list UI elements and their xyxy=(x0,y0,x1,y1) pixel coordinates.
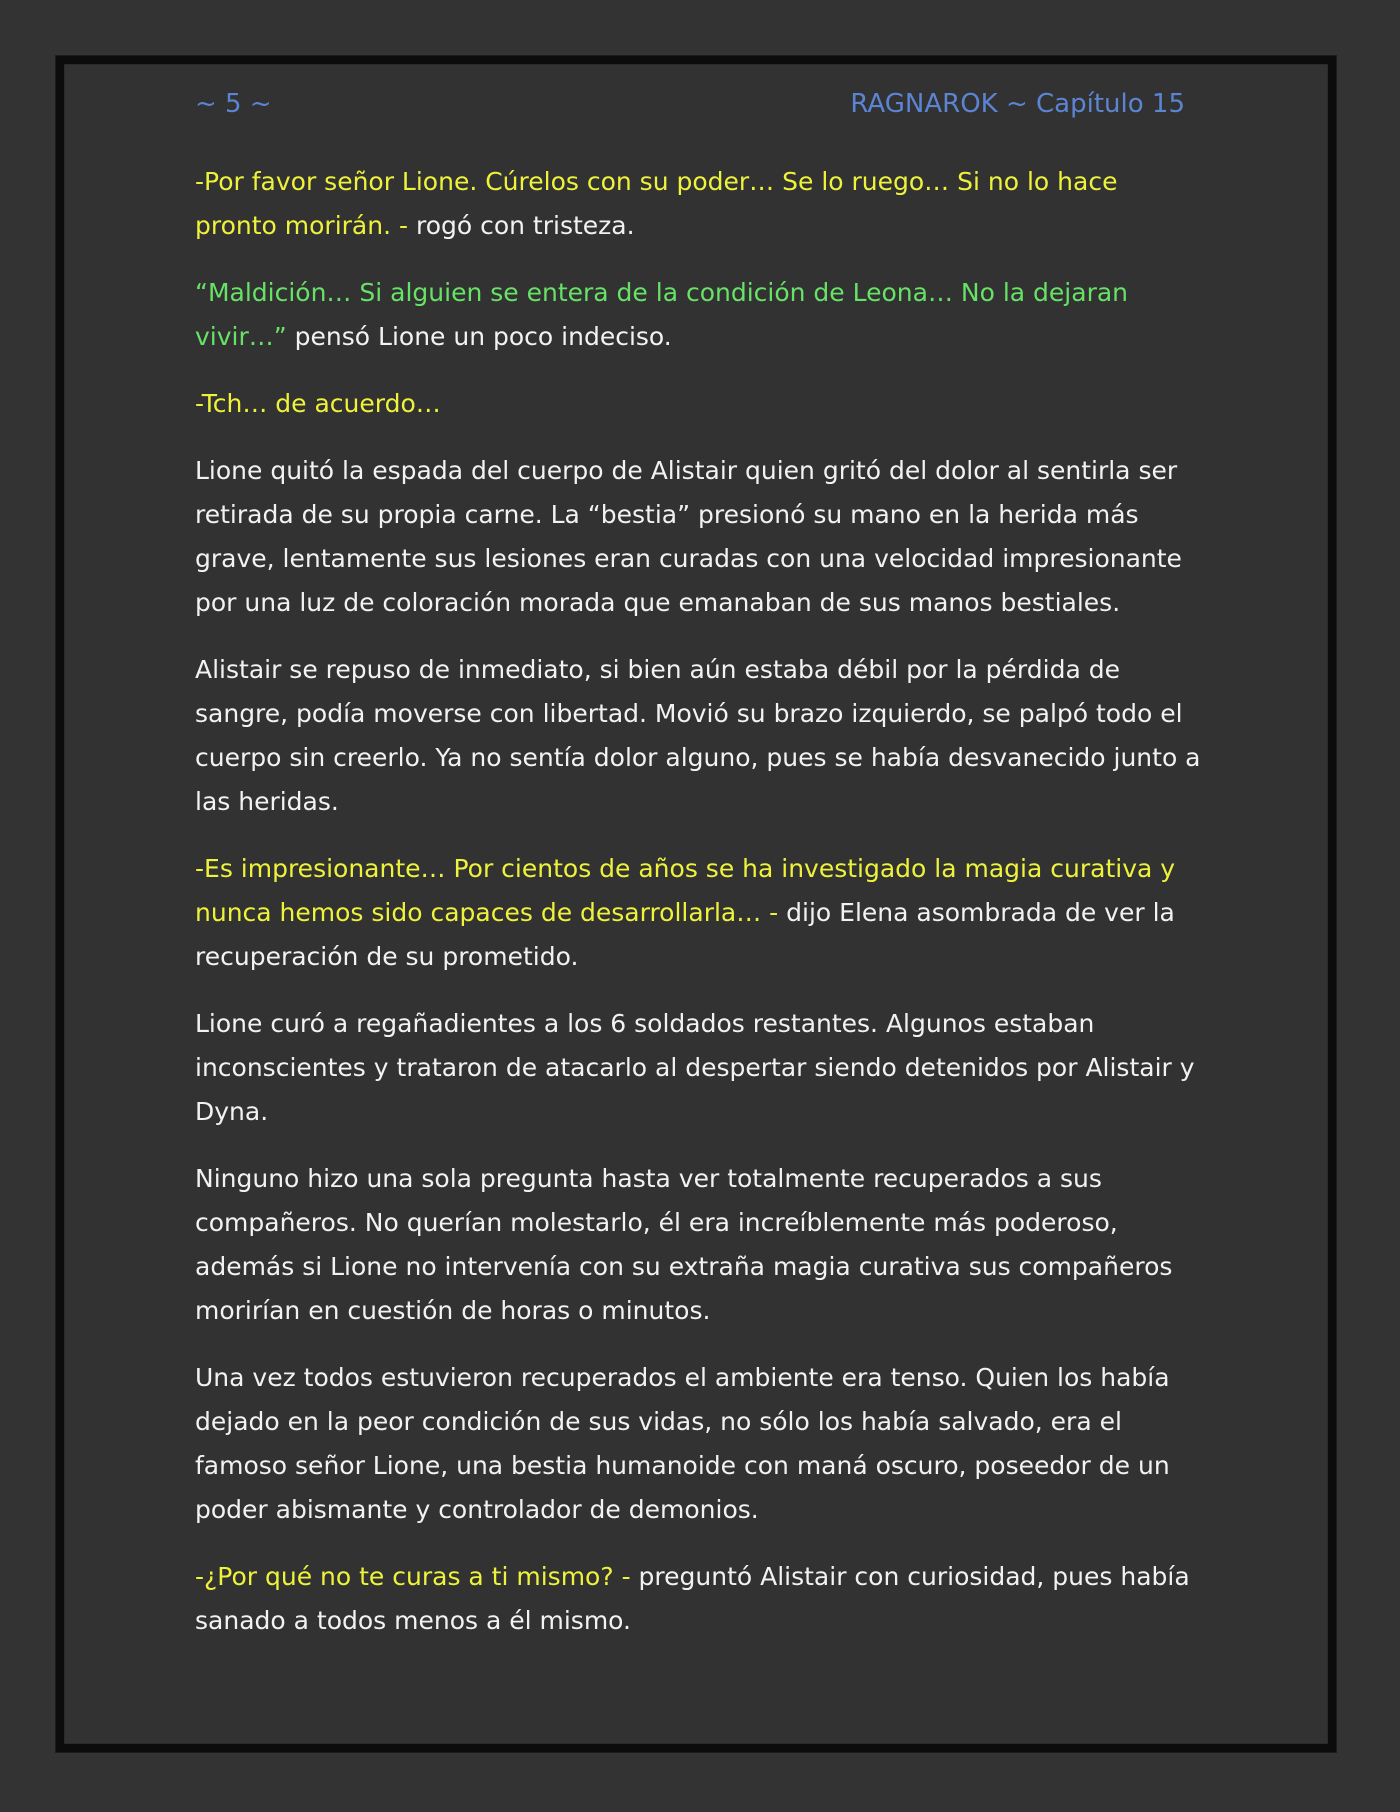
narration-text: pensó Lione un poco indeciso. xyxy=(286,322,672,351)
page-number: ~ 5 ~ xyxy=(195,89,272,119)
dialogue-text: -Es impresionante… Por cientos de años se ha investigado la magia curativa y nunca hemos sido capaces de desarrollarla… - xyxy=(195,854,1176,927)
chapter-title: RAGNAROK ~ Capítulo 15 xyxy=(850,89,1185,119)
paragraph-6 xyxy=(195,847,1205,979)
paragraph-3 xyxy=(195,382,1205,426)
dialogue-text: -Por favor señor Lione. Cúrelos con su poder… Se lo ruego… Si no lo hace pronto morirán. - xyxy=(195,167,1118,240)
paragraph-1 xyxy=(195,160,1205,248)
paragraph-7 xyxy=(195,1002,1205,1134)
paragraph-8 xyxy=(195,1157,1205,1333)
narration-text: Lione quitó la espada del cuerpo de Alistair quien gritó del dolor al sentirla ser retirada de su propia carne. La “bestia” presionó su mano en la herida más grave, lentamente sus lesiones eran curadas con una velocidad impresionante por una luz de coloración morada que emanaban de sus manos bestiales. xyxy=(195,456,1182,617)
paragraph-2 xyxy=(195,271,1205,359)
dialogue-text: -Tch… de acuerdo… xyxy=(195,389,441,418)
narration-text: Ninguno hizo una sola pregunta hasta ver totalmente recuperados a sus compañeros. No querían molestarlo, él era increíblemente más poderoso, además si Lione no intervenía con su extraña magia curativa sus compañeros morirían en cuestión de horas o minutos. xyxy=(195,1164,1173,1325)
narration-text: dijo Elena asombrada de ver la recuperación de su prometido. xyxy=(195,898,1175,971)
narration-text: Lione curó a regañadientes a los 6 soldados restantes. Algunos estaban inconscientes y trataron de atacarlo al despertar siendo detenidos por Alistair y Dyna. xyxy=(195,1009,1195,1126)
page-body xyxy=(195,160,1205,1666)
narration-text: Una vez todos estuvieron recuperados el ambiente era tenso. Quien los había dejado en la peor condición de sus vidas, no sólo los había salvado, era el famoso señor Lione, una bestia humanoide con maná oscuro, poseedor de un poder abismante y controlador de demonios. xyxy=(195,1363,1170,1524)
dialogue-text: -¿Por qué no te curas a ti mismo? - xyxy=(195,1562,639,1591)
paragraph-10 xyxy=(195,1555,1205,1643)
paragraph-4 xyxy=(195,449,1205,625)
paragraph-9 xyxy=(195,1356,1205,1532)
narration-text: Alistair se repuso de inmediato, si bien aún estaba débil por la pérdida de sangre, podía moverse con libertad. Movió su brazo izquierdo, se palpó todo el cuerpo sin creerlo. Ya no sentía dolor alguno, pues se había desvanecido junto a las heridas. xyxy=(195,655,1201,816)
paragraph-5 xyxy=(195,648,1205,824)
thought-text: “Maldición… Si alguien se entera de la condición de Leona… No la dejaran vivir…” xyxy=(195,278,1129,351)
narration-text: preguntó Alistair con curiosidad, pues había sanado a todos menos a él mismo. xyxy=(195,1562,1190,1635)
page-header xyxy=(195,84,1185,124)
narration-text: rogó con tristeza. xyxy=(415,211,635,240)
